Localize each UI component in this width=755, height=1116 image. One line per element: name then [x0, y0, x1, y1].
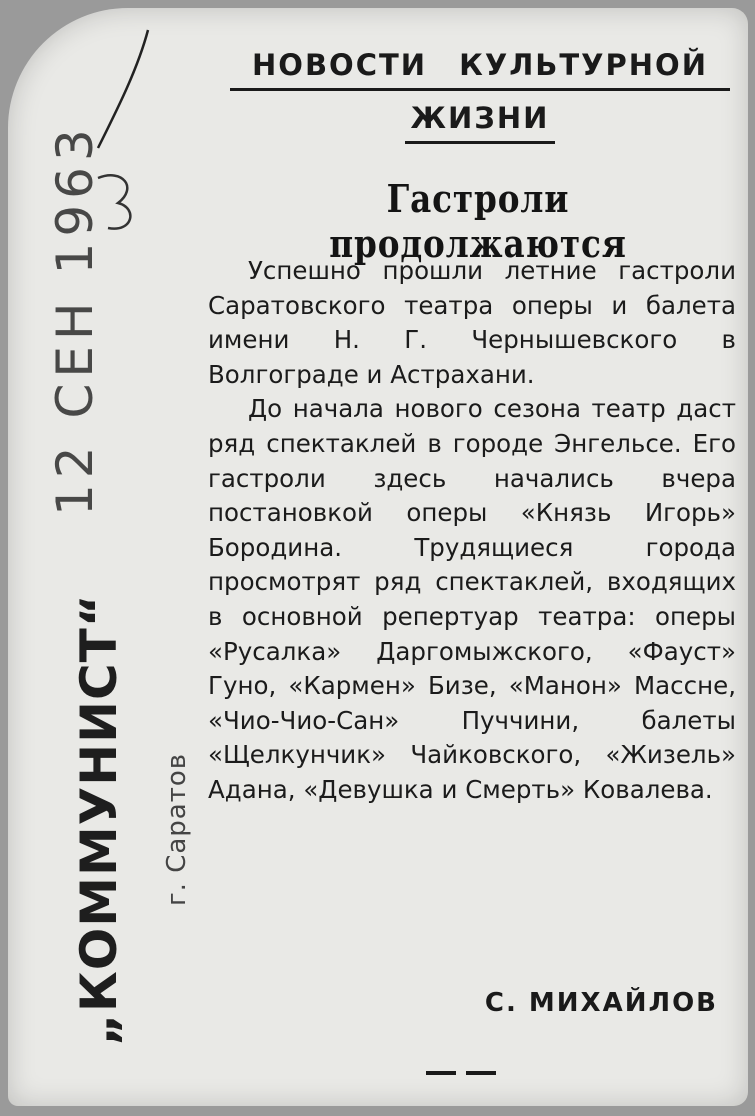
stamp-newspaper-name: „КОММУНИСТ“ — [70, 593, 128, 1046]
newspaper-clipping — [8, 8, 748, 1106]
stamp-city: г. Саратов — [162, 752, 192, 906]
article-headline: Гастроли продолжаются — [329, 176, 627, 266]
article-paragraph-1: Успешно прошли летние гастроли Саратовского театра оперы и балета имени Н. Г. Чернышевского в Волгограде и Астрахани. — [208, 256, 736, 389]
rubric-line-2: ЖИЗНИ — [405, 101, 556, 144]
end-rule-divider — [426, 1060, 506, 1064]
stamp-date: 12 СЕН 1963 — [46, 123, 104, 516]
author-signature: С. МИХАЙЛОВ — [484, 988, 718, 1018]
article-paragraph-2: До начала нового сезона театр даст ряд спектаклей в городе Энгельсе. Его гастроли здесь начались вчера постановкой оперы «Князь Игорь» Бородина. Трудящиеся города просмотрят ряд спектаклей, входящих в основной репертуар театра: оперы «Русалка» Даргомыжского, «Фауст» Гуно, «Кармен» Бизе, «Манон» Массне, «Чио-Чио-Сан» Пуччини, балеты «Щелкунчик» Чайковского, «Жизель» Адана, «Девушка и Смерть» Ковалева. — [208, 394, 736, 804]
rubric-line-1: НОВОСТИ КУЛЬТУРНОЙ — [230, 48, 730, 91]
article-body — [208, 254, 736, 808]
section-rubric — [230, 48, 730, 144]
